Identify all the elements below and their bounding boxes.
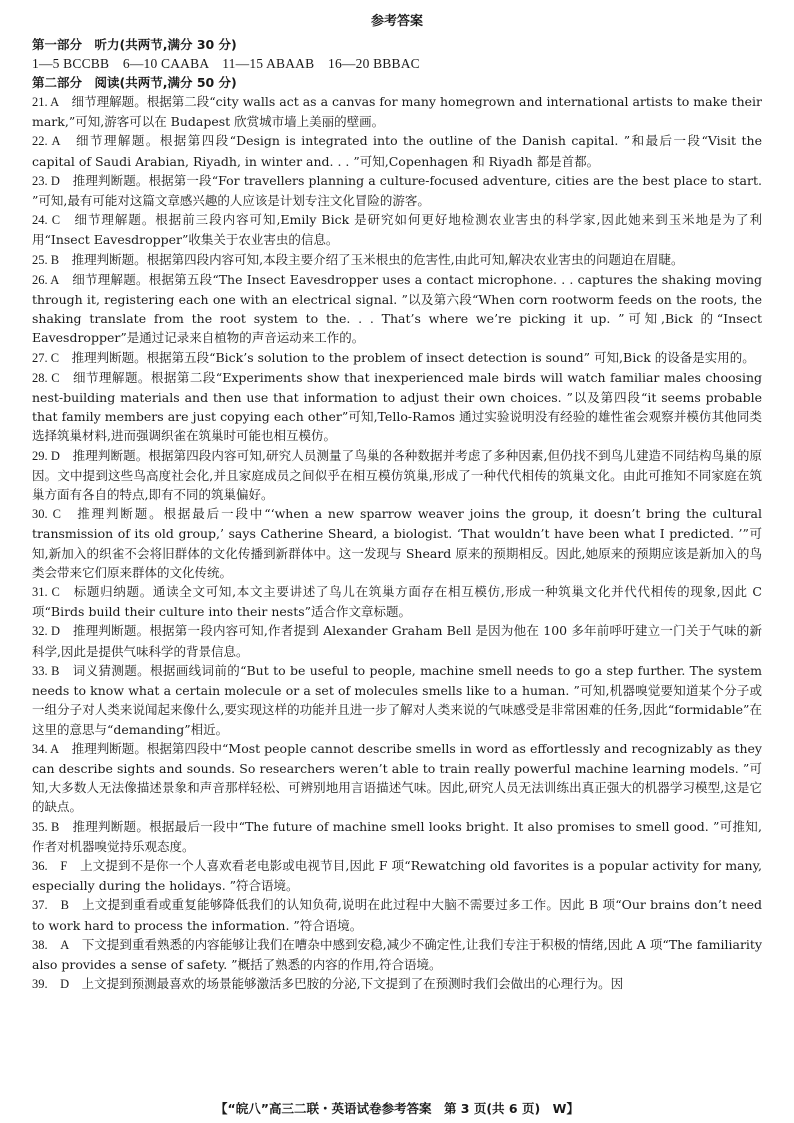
answer-item (32, 92, 762, 131)
page-title: 参考答案 (370, 14, 423, 29)
answer-explanation: 推理判断题。根据最后一段中“‘when a new sparrow weaver joins the group, it doesn’t bring the cultural transmission of its old group,’ says Catherine Sheard, a biologist. ‘That wouldn’t have been what I predicted. ’”可知,新加入的织雀不会将旧群体的文化传播到新群体中。这一发现与 Sheard 原来的预期相反。因此,她原来的预期应该是新加入的鸟类会带来它们原来群体的文化传统。 (32, 506, 762, 580)
answer-explanation: 上文提到重看或重复能够降低我们的认知负荷,说明在此过程中大脑不需要过多工作。因此 B 项“Our brains don’t need to work hard to process the information. ”符合语境。 (32, 897, 762, 933)
part2-heading: 第二部分 阅读(共两节,满分 50 分) (32, 75, 237, 90)
answer-item (32, 974, 762, 994)
answer-number: 38. A (32, 937, 70, 952)
answer-item (32, 739, 762, 817)
answer-explanation: 词义猜测题。根据画线词前的“But to be useful to people, machine smell needs to go a step further. The system needs to know what a certain molecule or a set of molecules smells like to a human. ”可知,机器嗅觉要知道某个分子或一组分子对人类来说闻起来像什么,要实现这样的功能并且进一步了解对人类来说的气味感受是非常困难的任务,因此“formidable”在这里的意思与“demanding”相近。 (32, 662, 762, 737)
answer-number: 33. B (32, 663, 60, 678)
answer-explanation: 推理判断题。根据第一段内容可知,作者提到 Alexander Graham Bell 是因为他在 100 多年前呼吁建立一门关于气味的新科学,因此是提供气味科学的背景信息。 (32, 623, 762, 659)
answer-explanation: 推理判断题。根据第四段内容可知,本段主要介绍了玉米根虫的危害性,由此可知,解决农业害虫的问题迫在眉睫。 (71, 251, 684, 267)
answer-number: 34. A (32, 741, 60, 756)
answer-explanation: 上文提到预测最喜欢的场景能够激活多巴胺的分泌,下文提到了在预测时我们会做出的心理行为。因 (81, 976, 624, 992)
answer-number: 28. C (32, 370, 60, 385)
answer-item (32, 131, 762, 170)
answer-explanation: 推理判断题。根据第四段内容可知,研究人员测量了鸟巢的各种数据并考虑了多种因素,但仍找不到鸟儿建造不同结构鸟巢的原因。文中提到这些鸟高度社会化,并且家庭成员之间似乎在相互模仿筑巢,形成了一种代代相传的筑巢文化。由此可推知不同家庭在筑巢方面有各自的特点,即有不同的筑巢偏好。 (32, 447, 762, 503)
answer-number: 22. A (32, 134, 61, 149)
answer-item (32, 817, 762, 856)
answer-explanation: 下文提到重看熟悉的内容能够让我们在嘈杂中感到安稳,减少不确定性,让我们专注于积极的情绪,因此 A 项“The familiarity also provides a sense of safety. ”概括了熟悉的内容的作用,符合语境。 (32, 936, 763, 972)
answer-explanation: 上文提到不是你一个人喜欢看老电影或电视节目,因此 F 项“Rewatching old favorites is a popular activity for many, especially during the holidays. ”符合语境。 (32, 857, 762, 894)
answer-number: 25. B (32, 252, 60, 267)
page-footer: 【“皖八”高三二联・英语试卷参考答案 第 3 页(共 6 页) W】 (215, 1101, 579, 1116)
answer-explanation: 细节理解题。根据第二段“Experiments show that inexperienced male birds will watch familiar males choosing nest-building materials and then use that information to adjust their own choices. ”以及第四段“it seems probable that family members are just copying each other”可知,Tello-Ramos 通过实验说明没有经验的雄性雀会观察并模仿其他同类选择筑巢材料,进而强调织雀在筑巢时可能也相互模仿。 (32, 369, 762, 444)
answer-explanations (32, 92, 762, 994)
answer-item (32, 856, 762, 895)
answer-number: 24. C (32, 213, 61, 228)
answer-number: 32. D (32, 624, 61, 639)
answer-number: 31. C (32, 585, 60, 600)
answer-number: 36. F (32, 858, 68, 873)
answer-item (32, 621, 762, 660)
answer-explanation: 细节理解题。根据第五段“The Insect Eavesdropper uses a contact microphone. . . captures the shaking moving through it, registering each one with an electrical signal. ”以及第六段“When corn rootworm feeds on the roots, the shaking translate from the root system to the. . . That’s where we’re picking it up. ”可知,Bick 的“Insect Eavesdropper”是通过记录来自植物的声音运动来工作的。 (32, 271, 762, 346)
answer-item (32, 270, 762, 348)
answer-number: 27. C (32, 350, 60, 365)
answer-number: 37. B (32, 898, 70, 913)
part1-heading: 第一部分 听力(共两节,满分 30 分) (32, 37, 237, 52)
answer-number: 23. D (32, 173, 60, 188)
answer-number: 29. D (32, 448, 60, 463)
listening-answer-key: 1—5 BCCBB 6—10 CAABA 11—15 ABAAB 16—20 BBBAC (32, 56, 420, 71)
answer-number: 35. B (32, 819, 60, 834)
answer-explanation: 推理判断题。根据第五段“Bick’s solution to the problem of insect detection is sound” 可知,Bick 的设备是实用的。 (71, 349, 755, 365)
answer-item (32, 348, 762, 368)
answer-explanation: 细节理解题。根据第四段“Design is integrated into the outline of the Danish capital. ”和最后一段“Visit the capital of Saudi Arabian, Riyadh, in winter and. . . ”可知,Copenhagen 和 Riyadh 都是首都。 (32, 133, 762, 169)
answer-number: 26. A (32, 272, 60, 287)
answer-item (32, 895, 762, 934)
answer-number: 39. D (32, 977, 70, 992)
answer-item (32, 250, 762, 270)
answer-explanation: 推理判断题。根据最后一段中“The future of machine smell looks bright. It also promises to smell good. ”可推知,作者对机器嗅觉持乐观态度。 (32, 818, 762, 854)
answer-explanation: 细节理解题。根据前三段内容可知,Emily Bick 是研究如何更好地检测农业害虫的科学家,因此她来到玉米地是为了利用“Insect Eavesdropper”收集关于农业害虫的信息。 (32, 212, 762, 248)
answer-explanation: 标题归纳题。通读全文可知,本文主要讲述了鸟儿在筑巢方面存在相互模仿,形成一种筑巢文化并代代相传的现象,因此 C 项“Birds build their culture into their nests”适合作文章标题。 (32, 584, 762, 620)
answer-item (32, 171, 762, 210)
answer-item (32, 582, 762, 621)
answer-explanation: 细节理解题。根据第二段“city walls act as a canvas for many homegrown and international artists to make their mark,”可知,游客可以在 Budapest 欣赏城市墙上美丽的壁画。 (32, 94, 762, 130)
answer-number: 21. A (32, 95, 60, 109)
answer-item (32, 935, 762, 974)
answer-item (32, 446, 762, 505)
answer-number: 30. C (32, 507, 61, 522)
answer-explanation: 推理判断题。根据第一段“For travellers planning a culture-focused adventure, cities are the best place to start. ”可知,最有可能对这篇文章感兴趣的人应该是计划专注文化冒险的游客。 (32, 172, 762, 209)
answer-item (32, 661, 762, 739)
answer-item (32, 210, 762, 249)
answer-explanation: 推理判断题。根据第四段中“Most people cannot describe smells in word as effortlessly and recognizably as they can describe sights and sounds. So researchers weren’t able to train really powerful machine learning models. ”可知,大多数人无法像描述景象和声音那样轻松、可辨别地用言语描述气味。因此,研究人员无法训练出真正强大的机器学习模型,这是它的缺点。 (32, 740, 762, 815)
answer-item (32, 368, 762, 446)
answer-item (32, 504, 762, 582)
